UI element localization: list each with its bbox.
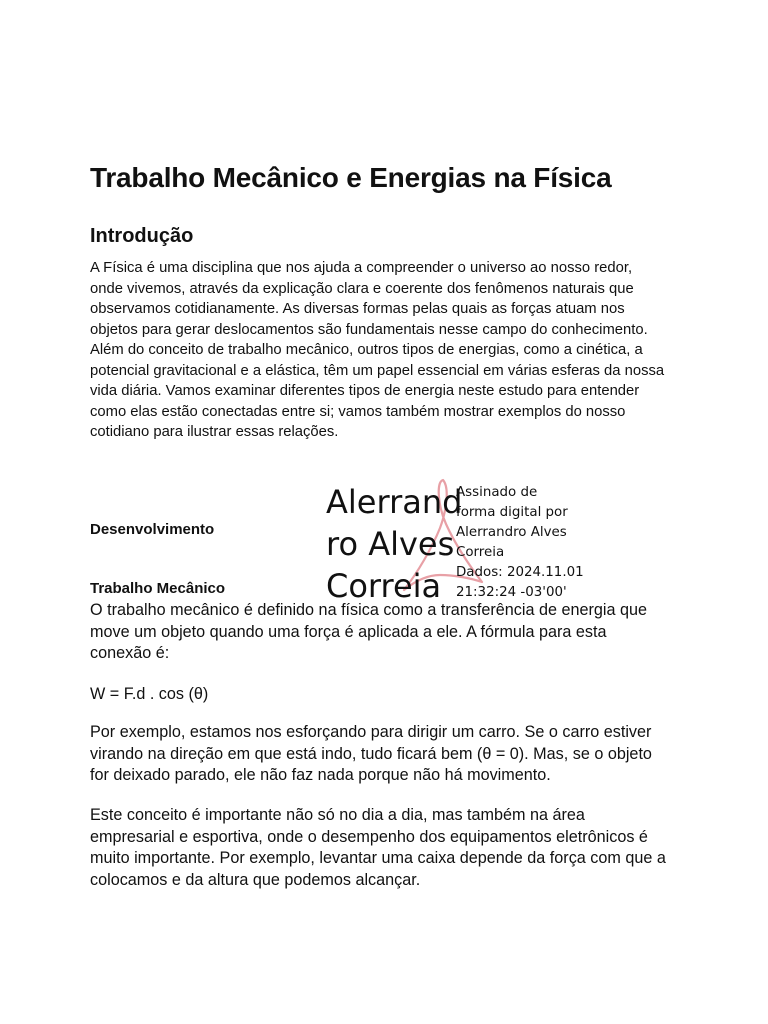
text-line: A Física é uma disciplina que nos ajuda a compreender o universo ao nosso redor,: [90, 260, 633, 276]
text-line: vida diária. Vamos examinar diferentes tipos de energia neste estudo para entender: [90, 383, 640, 399]
signature-detail-line: Alerrandro Alves: [456, 525, 567, 540]
document-title: Trabalho Mecânico e Energias na Física: [90, 162, 612, 193]
signer-name-line: Correia: [326, 567, 442, 605]
digital-signature-stamp: [326, 478, 626, 608]
text-line: Por exemplo, estamos nos esforçando para dirigir um carro. Se o carro estiver: [90, 723, 652, 741]
mechanical-work-paragraph-2: [90, 722, 690, 787]
text-line: empresarial e esportiva, onde o desempenho dos equipamentos eletrônicos é: [90, 827, 648, 846]
signer-name-line: Alerrand: [326, 483, 463, 521]
text-line: Além do conceito de trabalho mecânico, outros tipos de energias, como a cinética, a: [90, 342, 643, 358]
introduction-paragraph: [90, 258, 690, 443]
text-line: onde vivemos, através da explicação clara e coerente dos fenômenos naturais que: [90, 280, 634, 297]
mechanical-work-heading: Trabalho Mecânico: [90, 580, 226, 597]
signature-detail-line: forma digital por: [456, 505, 568, 520]
text-line: O trabalho mecânico é definido na física como a transferência de energia que: [90, 601, 648, 619]
introduction-heading: Introdução: [90, 225, 194, 247]
text-line: observamos cotidianamente. As diversas formas pelas quais as forças atuam nos: [90, 301, 625, 317]
text-line: move um objeto quando uma força é aplicada a ele. A fórmula para esta: [90, 622, 607, 641]
signature-detail-line: Correia: [456, 545, 505, 560]
text-line: cotidiano para ilustrar essas relações.: [90, 424, 339, 440]
text-line: conexão é:: [90, 644, 170, 662]
signature-detail-line: Assinado de: [456, 485, 538, 500]
development-heading: Desenvolvimento: [90, 521, 215, 538]
signature-details: [456, 483, 584, 603]
mechanical-work-paragraph-3: [90, 805, 690, 891]
work-formula: W = F.d . cos (θ): [90, 685, 209, 703]
text-line: como elas estão conectadas entre si; vamos também mostrar exemplos do nosso: [90, 403, 626, 420]
signer-name: [326, 481, 462, 607]
text-line: virando na direção em que está indo, tudo ficará bem (θ = 0). Mas, se o objeto: [90, 744, 652, 763]
text-line: objetos para gerar deslocamentos são fundamentais nesse campo do conhecimento.: [90, 321, 648, 338]
signature-detail-line: Dados: 2024.11.01: [456, 565, 584, 580]
mechanical-work-paragraph-1: [90, 600, 690, 665]
text-line: Este conceito é importante não só no dia a dia, mas também na área: [90, 806, 585, 824]
text-line: potencial gravitacional e a elástica, têm um papel essencial em várias esferas da nossa: [90, 362, 665, 379]
text-line: for deixado parado, ele não faz nada porque não há movimento.: [90, 766, 551, 784]
signer-name-line: ro Alves: [326, 525, 455, 563]
text-line: muito importante. Por exemplo, levantar uma caixa depende da força com que a: [90, 849, 666, 867]
text-line: colocamos e da altura que podemos alcançar.: [90, 870, 421, 889]
signature-detail-line: 21:32:24 -03'00': [456, 585, 567, 600]
